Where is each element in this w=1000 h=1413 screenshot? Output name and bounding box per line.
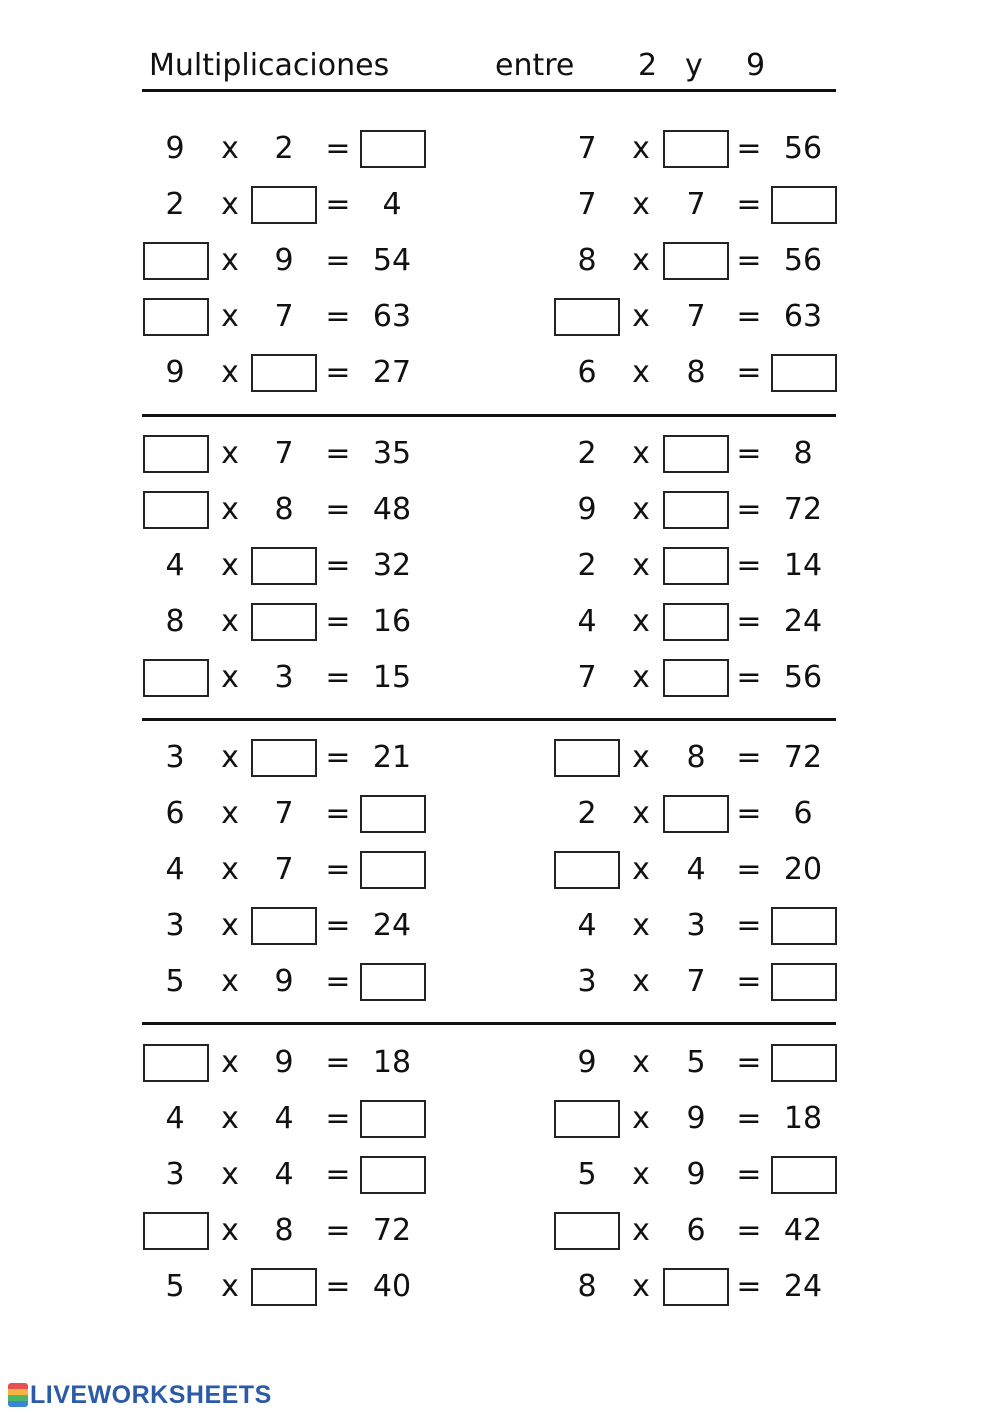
factor1-number: 5 (577, 1157, 597, 1192)
title-word-between: entre (495, 48, 575, 83)
section-divider (142, 414, 836, 417)
answer-box-product[interactable] (360, 851, 426, 889)
factor1-number: 9 (577, 492, 597, 527)
factor2-number: 7 (274, 299, 294, 334)
times-sign: x (221, 492, 239, 527)
answer-box-product[interactable] (771, 186, 837, 224)
product-number: 21 (372, 740, 412, 775)
factor2-number: 4 (274, 1101, 294, 1136)
equals-sign: = (325, 604, 351, 639)
equals-sign: = (736, 187, 762, 222)
times-sign: x (221, 964, 239, 999)
equals-sign: = (325, 660, 351, 695)
times-sign: x (632, 796, 650, 831)
equals-sign: = (736, 1045, 762, 1080)
equals-sign: = (736, 131, 762, 166)
factor1-number: 4 (165, 548, 185, 583)
equals-sign: = (736, 299, 762, 334)
factor1-number: 2 (165, 187, 185, 222)
answer-box-product[interactable] (360, 1100, 426, 1138)
product-number: 72 (783, 740, 823, 775)
factor2-number: 5 (686, 1045, 706, 1080)
factor1-number: 8 (577, 243, 597, 278)
times-sign: x (632, 492, 650, 527)
times-sign: x (221, 187, 239, 222)
answer-box-product[interactable] (360, 963, 426, 1001)
section-divider (142, 718, 836, 721)
times-sign: x (632, 355, 650, 390)
factor2-number: 8 (274, 1213, 294, 1248)
equals-sign: = (325, 1045, 351, 1080)
product-number: 18 (372, 1045, 412, 1080)
equals-sign: = (325, 852, 351, 887)
factor2-number: 9 (274, 1045, 294, 1080)
factor1-number: 2 (577, 796, 597, 831)
times-sign: x (632, 852, 650, 887)
times-sign: x (221, 740, 239, 775)
times-sign: x (221, 660, 239, 695)
times-sign: x (221, 796, 239, 831)
equals-sign: = (325, 1157, 351, 1192)
section-divider (142, 1022, 836, 1025)
times-sign: x (632, 1269, 650, 1304)
product-number: 56 (783, 660, 823, 695)
equals-sign: = (325, 964, 351, 999)
equals-sign: = (736, 243, 762, 278)
factor2-number: 8 (686, 740, 706, 775)
product-number: 4 (382, 187, 402, 222)
title-word-and: y (685, 48, 703, 83)
factor2-number: 7 (274, 436, 294, 471)
factor1-number: 9 (577, 1045, 597, 1080)
product-number: 40 (372, 1269, 412, 1304)
answer-box-product[interactable] (771, 907, 837, 945)
factor2-number: 7 (686, 187, 706, 222)
answer-box-product[interactable] (360, 130, 426, 168)
factor1-number: 9 (165, 355, 185, 390)
product-number: 16 (372, 604, 412, 639)
answer-box-product[interactable] (360, 1156, 426, 1194)
factor2-number: 9 (686, 1101, 706, 1136)
factor1-number: 2 (577, 436, 597, 471)
equals-sign: = (325, 1269, 351, 1304)
times-sign: x (221, 355, 239, 390)
factor2-number: 6 (686, 1213, 706, 1248)
factor1-number: 3 (165, 740, 185, 775)
factor1-number: 3 (165, 908, 185, 943)
product-number: 24 (783, 1269, 823, 1304)
times-sign: x (632, 299, 650, 334)
factor1-number: 6 (165, 796, 185, 831)
product-number: 63 (372, 299, 412, 334)
factor1-number: 4 (165, 852, 185, 887)
equals-sign: = (736, 660, 762, 695)
times-sign: x (632, 243, 650, 278)
factor2-number: 7 (274, 796, 294, 831)
times-sign: x (632, 964, 650, 999)
times-sign: x (221, 1101, 239, 1136)
product-number: 63 (783, 299, 823, 334)
worksheet-header (0, 0, 1000, 100)
times-sign: x (632, 660, 650, 695)
title-number-a: 2 (638, 48, 658, 83)
factor1-number: 4 (577, 908, 597, 943)
times-sign: x (632, 604, 650, 639)
equals-sign: = (325, 492, 351, 527)
product-number: 20 (783, 852, 823, 887)
times-sign: x (632, 740, 650, 775)
equals-sign: = (736, 740, 762, 775)
factor1-number: 6 (577, 355, 597, 390)
times-sign: x (632, 187, 650, 222)
factor2-number: 9 (274, 964, 294, 999)
product-number: 48 (372, 492, 412, 527)
factor2-number: 3 (686, 908, 706, 943)
product-number: 6 (793, 796, 813, 831)
answer-box-product[interactable] (771, 1156, 837, 1194)
equals-sign: = (325, 796, 351, 831)
equals-sign: = (736, 604, 762, 639)
times-sign: x (632, 131, 650, 166)
equals-sign: = (736, 1269, 762, 1304)
equals-sign: = (325, 436, 351, 471)
product-number: 54 (372, 243, 412, 278)
equals-sign: = (736, 1157, 762, 1192)
times-sign: x (632, 1213, 650, 1248)
product-number: 72 (783, 492, 823, 527)
times-sign: x (221, 243, 239, 278)
times-sign: x (221, 436, 239, 471)
equals-sign: = (325, 187, 351, 222)
times-sign: x (632, 548, 650, 583)
times-sign: x (221, 1269, 239, 1304)
factor1-number: 8 (165, 604, 185, 639)
equals-sign: = (325, 243, 351, 278)
product-number: 14 (783, 548, 823, 583)
times-sign: x (221, 1157, 239, 1192)
factor2-number: 4 (686, 852, 706, 887)
equals-sign: = (736, 852, 762, 887)
times-sign: x (221, 131, 239, 166)
product-number: 42 (783, 1213, 823, 1248)
times-sign: x (221, 604, 239, 639)
header-divider (142, 89, 836, 92)
factor2-number: 8 (686, 355, 706, 390)
answer-box-product[interactable] (360, 795, 426, 833)
factor1-number: 4 (577, 604, 597, 639)
factor1-number: 8 (577, 1269, 597, 1304)
equals-sign: = (736, 436, 762, 471)
factor2-number: 2 (274, 131, 294, 166)
equals-sign: = (736, 492, 762, 527)
equals-sign: = (325, 355, 351, 390)
equals-sign: = (325, 299, 351, 334)
factor2-number: 7 (274, 852, 294, 887)
equals-sign: = (736, 908, 762, 943)
times-sign: x (632, 1101, 650, 1136)
factor1-number: 5 (165, 1269, 185, 1304)
times-sign: x (221, 908, 239, 943)
times-sign: x (221, 1213, 239, 1248)
equals-sign: = (325, 1101, 351, 1136)
factor1-number: 7 (577, 131, 597, 166)
factor1-number: 5 (165, 964, 185, 999)
equals-sign: = (736, 1213, 762, 1248)
product-number: 27 (372, 355, 412, 390)
factor2-number: 9 (274, 243, 294, 278)
factor2-number: 7 (686, 964, 706, 999)
times-sign: x (221, 548, 239, 583)
product-number: 24 (783, 604, 823, 639)
equals-sign: = (736, 1101, 762, 1136)
equals-sign: = (736, 355, 762, 390)
product-number: 18 (783, 1101, 823, 1136)
factor1-number: 7 (577, 187, 597, 222)
times-sign: x (632, 436, 650, 471)
answer-box-product[interactable] (771, 963, 837, 1001)
factor2-number: 3 (274, 660, 294, 695)
times-sign: x (221, 299, 239, 334)
times-sign: x (632, 1157, 650, 1192)
factor2-number: 4 (274, 1157, 294, 1192)
product-number: 8 (793, 436, 813, 471)
product-number: 56 (783, 131, 823, 166)
factor1-number: 3 (165, 1157, 185, 1192)
equals-sign: = (325, 740, 351, 775)
times-sign: x (221, 1045, 239, 1080)
factor1-number: 9 (165, 131, 185, 166)
factor1-number: 4 (165, 1101, 185, 1136)
answer-box-product[interactable] (771, 1044, 837, 1082)
equals-sign: = (736, 796, 762, 831)
liveworksheets-logo-icon (8, 1383, 28, 1407)
equals-sign: = (736, 964, 762, 999)
factor1-number: 7 (577, 660, 597, 695)
worksheet-title: Multiplicaciones (149, 48, 390, 83)
equals-sign: = (325, 1213, 351, 1248)
factor2-number: 7 (686, 299, 706, 334)
product-number: 15 (372, 660, 412, 695)
product-number: 56 (783, 243, 823, 278)
factor1-number: 3 (577, 964, 597, 999)
equals-sign: = (325, 548, 351, 583)
product-number: 35 (372, 436, 412, 471)
product-number: 32 (372, 548, 412, 583)
equals-sign: = (325, 908, 351, 943)
times-sign: x (221, 852, 239, 887)
equals-sign: = (736, 548, 762, 583)
factor2-number: 9 (686, 1157, 706, 1192)
footer-logo-text: LIVEWORKSHEETS (30, 1381, 272, 1409)
times-sign: x (632, 1045, 650, 1080)
factor2-number: 8 (274, 492, 294, 527)
answer-box-product[interactable] (771, 354, 837, 392)
product-number: 72 (372, 1213, 412, 1248)
factor1-number: 2 (577, 548, 597, 583)
product-number: 24 (372, 908, 412, 943)
equals-sign: = (325, 131, 351, 166)
title-number-b: 9 (746, 48, 766, 83)
times-sign: x (632, 908, 650, 943)
